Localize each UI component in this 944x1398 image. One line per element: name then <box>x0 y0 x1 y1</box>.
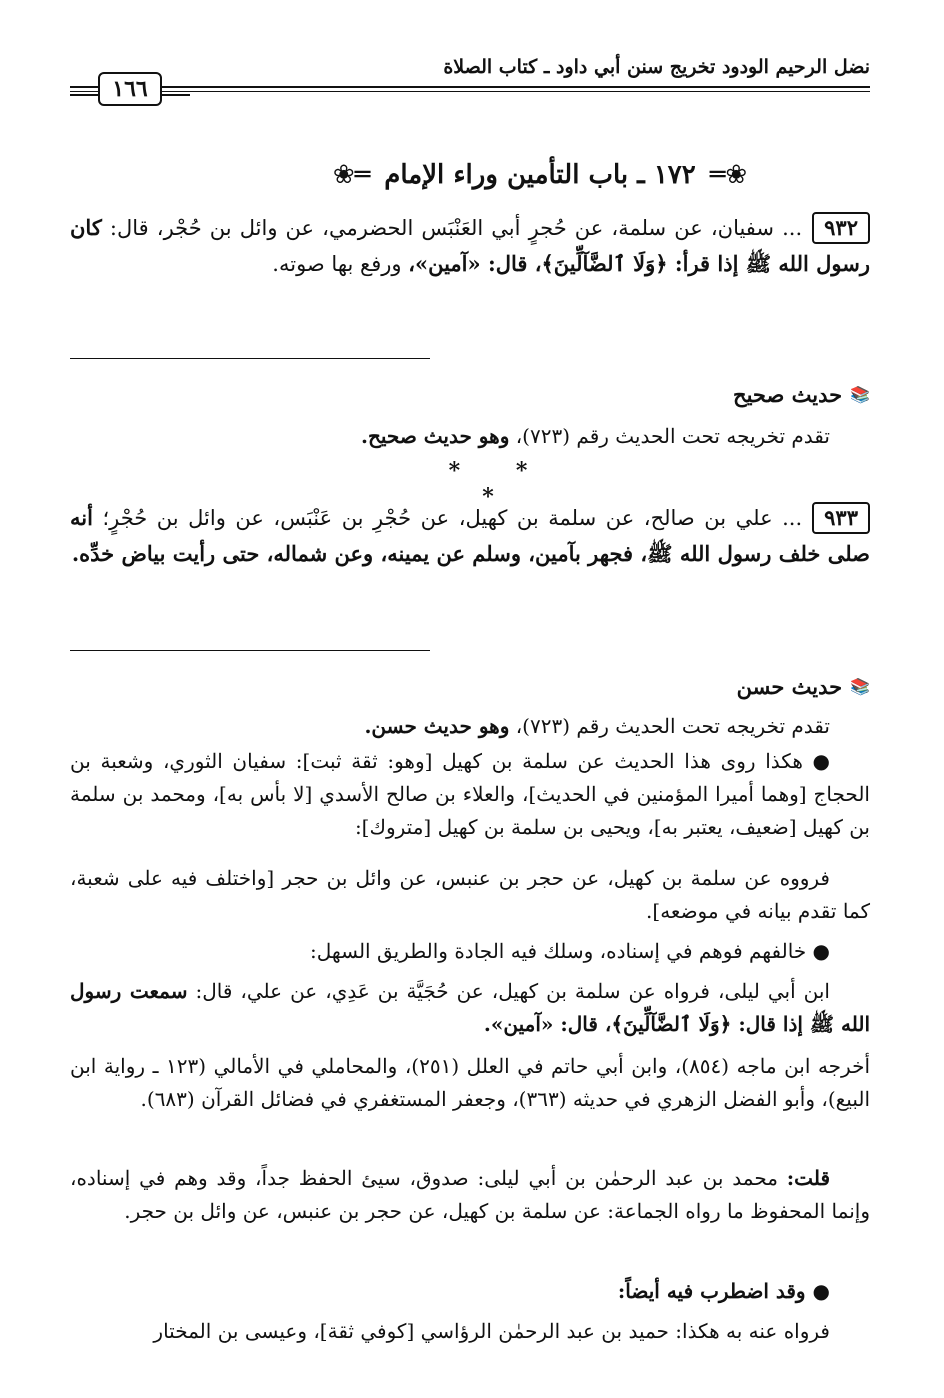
header-rule <box>70 86 870 88</box>
chapter-title: ١٧٢ ـ باب التأمين وراء الإمام <box>384 160 696 190</box>
paragraph-text: ابن أبي ليلى، فرواه عن سلمة بن كهيل، عن حُجَيَّة بن عَدِي، عن علي، قال: <box>187 979 830 1003</box>
grade-label: حديث صحيح <box>733 382 843 407</box>
hadith-932 <box>70 210 870 282</box>
note-text: تقدم تخريجه تحت الحديث رقم (٧٢٣)، <box>509 714 830 738</box>
section-divider <box>70 650 430 651</box>
paragraph: أخرجه ابن ماجه (٨٥٤)، وابن أبي حاتم في العلل (٢٥١)، والمحاملي في الأمالي (١٢٣ ـ رواية ابن البيع)، وأبو الفضل الزهري في حديثه (٣٦٣)، وجعفر المستغفري في فضائل القرآن (٦٨٣). <box>70 1054 870 1111</box>
grade-note <box>70 710 870 743</box>
chapter-heading <box>210 150 870 200</box>
book-icon: 📚 <box>850 677 870 696</box>
paragraph: ● خالفهم فوهم في إسناده، وسلك فيه الجادة والطريق السهل: <box>310 939 830 963</box>
running-header <box>70 50 870 86</box>
book-page <box>70 0 870 1398</box>
hadith-number: ٩٣٣ <box>812 502 870 534</box>
arabesque-ornament-icon: ❀═ <box>709 160 748 190</box>
grade-heading <box>737 674 870 699</box>
note-text-bold: وهو حديث صحيح. <box>361 424 510 448</box>
page-number-badge <box>70 72 190 106</box>
grade-label: حديث حسن <box>736 674 843 699</box>
hadith-text: ورفع بها صوته. <box>272 252 409 276</box>
paragraph: فرووه عن سلمة بن كهيل، عن حجر بن عنبس، عن وائل بن حجر [واختلف فيه على شعبة، كما تقدم بيانه في موضعه]. <box>70 866 870 923</box>
paragraph-text-bold: سمعت رسول الله ﷺ إذا قال: ﴿وَلَا ٱلضَّآلِّينَ﴾، قال: «آمين». <box>70 979 870 1036</box>
header-rule-thin <box>70 91 870 92</box>
paragraph: فرواه عنه به هكذا: حميد بن عبد الرحمٰن الرؤاسي [كوفي ثقة]، وعيسى بن المختار <box>153 1319 830 1343</box>
arabesque-ornament-icon: ═❀ <box>332 160 371 190</box>
hadith-933 <box>70 500 870 572</box>
hadith-text: ... علي بن صالح، عن سلمة بن كهيل، عن حُجْرِ بن عَنْبَس، عن وائل بن حُجْرٍ؛ <box>92 506 803 530</box>
paragraph: ● هكذا روى هذا الحديث عن سلمة بن كهيل [وهو: ثقة ثبت]: سفيان الثوري، وشعبة بن الحجاج [وهما أميرا المؤمنين في الحديث]، والعلاء بن صالح الأسدي [لا بأس به]، ومحمد بن سلمة بن كهيل [ضعيف، يعتبر به]، ويحيى بن سلمة بن كهيل [متروك]: <box>70 749 870 839</box>
book-icon: 📚 <box>850 385 870 404</box>
hadith-text-bold: أنه صلى خلف رسول الله ﷺ، فجهر بآمين، وسلم عن يمينه، وعن شماله، حتى رأيت بياض خدِّه. <box>70 505 870 566</box>
hadith-text: ... سفيان، عن سلمة، عن حُجرٍ أبي العَنْبَس الحضرمي، عن وائل بن حُجْر، قال: <box>101 216 803 240</box>
separator-stars: * * * <box>448 458 552 510</box>
paragraph: ● وقد اضطرب فيه أيضاً: <box>617 1279 830 1303</box>
grade-note <box>70 420 870 453</box>
note-text-bold: وهو حديث حسن. <box>364 714 510 738</box>
hadith-text-bold: كان رسول الله ﷺ إذا قرأ: ﴿وَلَا ٱلضَّآلِّينَ﴾، قال: «آمين»، <box>70 215 870 276</box>
paragraph <box>70 1162 870 1228</box>
paragraph-text: محمد بن عبد الرحمٰن بن أبي ليلى: صدوق، سيئ الحفظ جداً، وقد وهم في إسناده، وإنما المحفوظ ما رواه الجماعة: عن سلمة بن كهيل، عن حجر بن عنبس، عن وائل بن حجر. <box>70 1166 870 1223</box>
section-divider <box>70 358 430 359</box>
paragraph-label: قلت: <box>786 1166 830 1190</box>
note-text: تقدم تخريجه تحت الحديث رقم (٧٢٣)، <box>509 424 830 448</box>
grade-heading <box>733 382 870 407</box>
page-number: ١٦٦ <box>98 72 161 106</box>
paragraph <box>70 975 870 1041</box>
running-title: نضل الرحيم الودود تخريج سنن أبي داود ـ كتاب الصلاة <box>443 56 870 78</box>
hadith-number: ٩٣٢ <box>812 212 870 244</box>
